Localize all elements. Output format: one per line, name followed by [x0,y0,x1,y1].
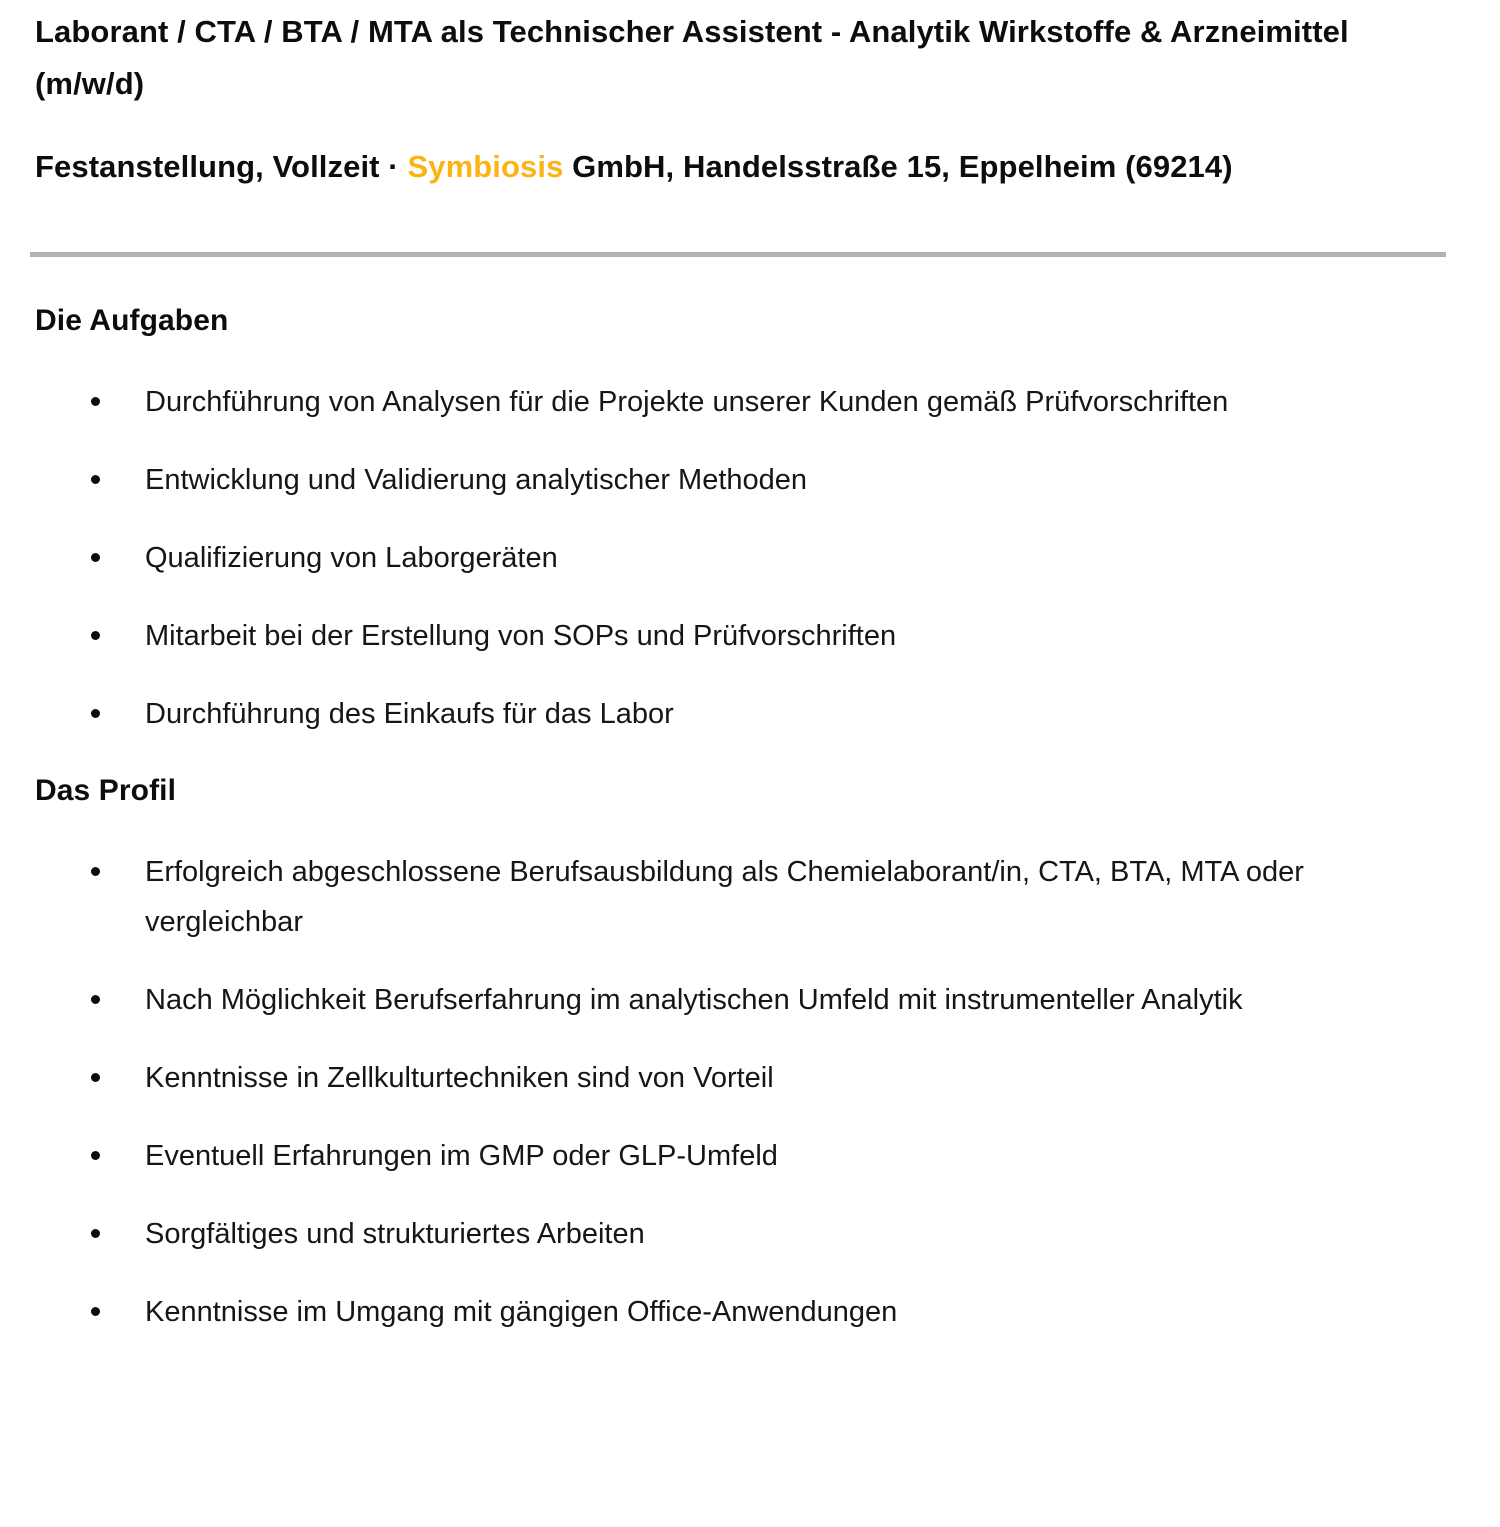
company-address: GmbH, Handelsstraße 15, Eppelheim (69214) [563,149,1233,184]
bullet-icon [91,631,100,640]
bullet-icon [91,867,100,876]
list-item [35,1131,1465,1181]
bullet-icon [91,397,100,406]
list-item-text: Erfolgreich abgeschlossene Berufsausbildung als Chemielaborant/in, CTA, BTA, MTA oder vergleichbar [145,856,1304,938]
section-aufgaben [35,301,1465,739]
bullet-icon [91,1151,100,1160]
list-item-text: Kenntnisse in Zellkulturtechniken sind von Vorteil [145,1062,774,1094]
company-name-link[interactable]: Symbiosis [407,149,564,184]
list-item-text: Durchführung von Analysen für die Projekte unserer Kunden gemäß Prüfvorschriften [145,386,1229,418]
bullet-icon [91,709,100,718]
list-item [35,975,1465,1025]
list-item [35,1287,1465,1337]
bullet-icon [91,1307,100,1316]
tasks-list [35,377,1465,739]
tasks-heading: Die Aufgaben [35,304,229,337]
bullet-icon [91,553,100,562]
list-item [35,455,1465,505]
bullet-icon [91,1229,100,1238]
list-item-text: Kenntnisse im Umgang mit gängigen Office-Anwendungen [145,1296,898,1328]
profile-list [35,847,1465,1337]
list-item-text: Nach Möglichkeit Berufserfahrung im analytischen Umfeld mit instrumenteller Analytik [145,984,1243,1016]
profile-heading: Das Profil [35,774,177,807]
bullet-icon [91,475,100,484]
list-item-text: Sorgfältiges und strukturiertes Arbeiten [145,1218,645,1250]
section-profil [35,771,1465,1337]
list-item [35,689,1465,739]
list-item-text: Entwicklung und Validierung analytischer Methoden [145,464,808,496]
employment-type: Festanstellung, Vollzeit · [35,149,408,184]
list-item [35,377,1465,427]
list-item-text: Durchführung des Einkaufs für das Labor [145,698,674,730]
list-item [35,611,1465,661]
list-item-text: Eventuell Erfahrungen im GMP oder GLP-Umfeld [145,1140,778,1172]
list-item [35,1053,1465,1103]
list-item-text: Mitarbeit bei der Erstellung von SOPs und Prüfvorschriften [145,620,897,652]
list-item [35,847,1465,947]
job-meta-line [35,141,1465,193]
list-item [35,1209,1465,1259]
list-item [35,533,1465,583]
bullet-icon [91,995,100,1004]
bullet-icon [91,1073,100,1082]
page-title: Laborant / CTA / BTA / MTA als Technischer Assistent - Analytik Wirkstoffe & Arzneimittel (m/w/d) [35,14,1349,101]
list-item-text: Qualifizierung von Laborgeräten [145,542,558,574]
section-divider [30,252,1446,257]
